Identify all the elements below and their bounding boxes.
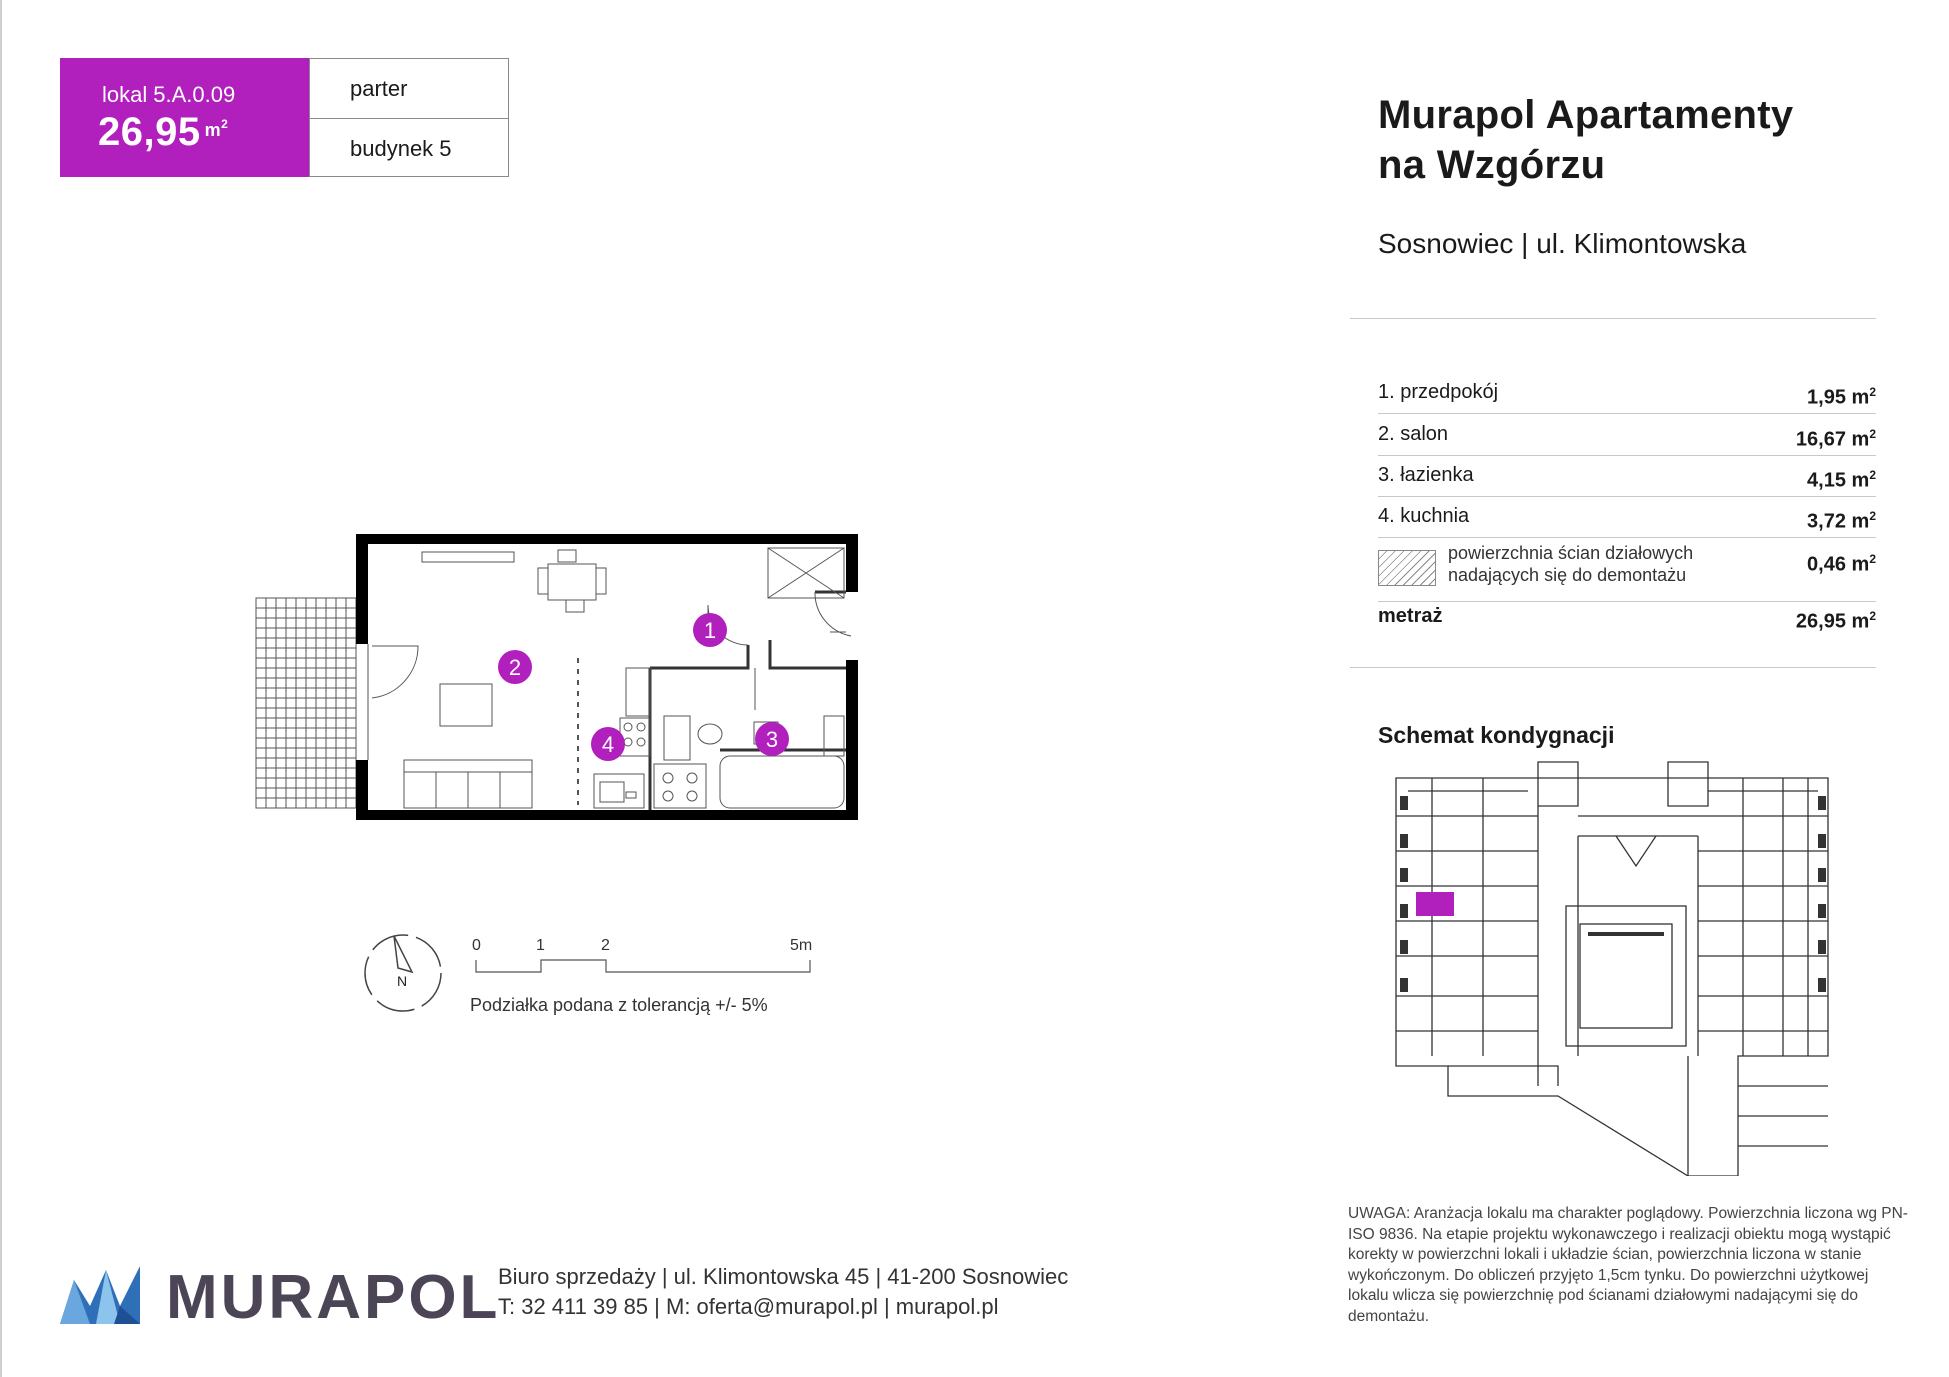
inner-walls: [650, 592, 846, 810]
lokal-id: 5.A.0.09: [153, 82, 236, 107]
svg-text:4: 4: [601, 732, 615, 757]
footer-contact: T: 32 411 39 85 | M: oferta@murapol.pl | murapol.pl: [498, 1294, 999, 1319]
walls-area: 0,46 $m^2$: [1807, 552, 1876, 576]
murapol-logo-text: MURAPOL: [166, 1263, 501, 1332]
room-area: 4,15 $m^2$: [1807, 468, 1876, 492]
room-marker-4: [591, 727, 625, 761]
hatch-swatch: [1378, 550, 1436, 586]
walls-row: [1378, 538, 1876, 602]
room-area: 3,72 $m^2$: [1807, 509, 1876, 533]
total-area: 26,95 $m^2$: [1795, 609, 1876, 633]
scale-tick-0: 0: [472, 937, 481, 954]
unit-area-value: 26,95: [98, 110, 201, 154]
room-label: 4. kuchnia: [1378, 505, 1470, 527]
schemat-title: Schemat kondygnacji: [1378, 722, 1615, 748]
page-edge: [0, 0, 2, 1377]
murapol-logo-icon: [60, 1266, 140, 1324]
north-compass: [358, 928, 448, 1018]
room-marker-1: [693, 613, 727, 647]
room-marker-2: [498, 650, 532, 684]
walls-label: powierzchnia ścian działowych nadających się do demontażu: [1448, 543, 1694, 585]
building-label: budynek 5: [310, 118, 508, 177]
total-row: [1378, 604, 1876, 648]
disclaimer-note: UWAGA: Aranżacja lokalu ma charakter poglądowy. Powierzchnia liczona wg PN-ISO 9836. Na etapie projektu wykonawczego i realizacji obiektu mogą wystąpić korekty w powierzchni lokali i układzie ścian, powierzchnia liczona w stanie wykończonym. Do obliczeń przyjęto 1,5cm tynku. Do powierzchni użytkowej lokalu wlicza się powierzchnię pod ścianami działowymi nadającymi się do demontażu.: [1348, 1205, 1908, 1325]
scale-tick-1: 1: [536, 937, 545, 954]
project-title: [1378, 90, 1793, 190]
project-title-line1: Murapol Apartamenty: [1378, 93, 1794, 137]
outer-walls: [356, 534, 858, 820]
unit-info-box: [309, 58, 509, 177]
schematic-details: [1400, 796, 1826, 992]
scale-bar: [468, 934, 828, 984]
floor-plan: [240, 520, 880, 830]
room-marker-3: [755, 722, 789, 756]
balcony-grid: [256, 598, 356, 808]
building-schematic: [1388, 756, 1838, 1176]
project-location: Sosnowiec | ul. Klimontowska: [1378, 228, 1747, 259]
unit-highlight: [1416, 892, 1454, 916]
room-label: 3. łazienka: [1378, 464, 1474, 486]
lokal-label: lokal: [102, 82, 148, 107]
svg-text:3: 3: [765, 727, 779, 752]
scale-tick-2: 2: [601, 937, 610, 954]
furniture: [368, 548, 851, 808]
room-area: 1,95 $m^2$: [1807, 385, 1876, 409]
room-row: [1378, 455, 1876, 497]
footer-address: Biuro sprzedaży | ul. Klimontowska 45 | 41-200 Sosnowiec: [498, 1264, 1069, 1289]
project-title-line2: na Wzgórzu: [1378, 143, 1606, 187]
room-label: 1. przedpokój: [1378, 381, 1499, 403]
svg-text:1: 1: [703, 618, 717, 643]
unit-badge: [60, 58, 310, 177]
unit-area-unit: m: [204, 120, 222, 140]
north-arrow-icon: [394, 936, 412, 972]
room-row: [1378, 414, 1876, 456]
floor-label: parter: [350, 76, 408, 101]
unit-area: [98, 110, 228, 155]
room-row: [1378, 496, 1876, 538]
total-label: metraż: [1378, 605, 1443, 627]
room-label: 2. salon: [1378, 423, 1449, 445]
room-area: 16,67 $m^2$: [1795, 427, 1876, 451]
scale-tick-5m: 5m: [790, 937, 813, 954]
scale-note: Podziałka podana z tolerancją +/- 5%: [470, 995, 768, 1015]
unit-area-exp: 2: [221, 117, 229, 131]
svg-text:2: 2: [508, 655, 522, 680]
unit-id-label: [96, 82, 235, 108]
divider-top: [1350, 318, 1876, 319]
room-row: [1378, 372, 1876, 414]
north-label: N: [396, 973, 408, 989]
divider-bottom: [1350, 667, 1876, 668]
